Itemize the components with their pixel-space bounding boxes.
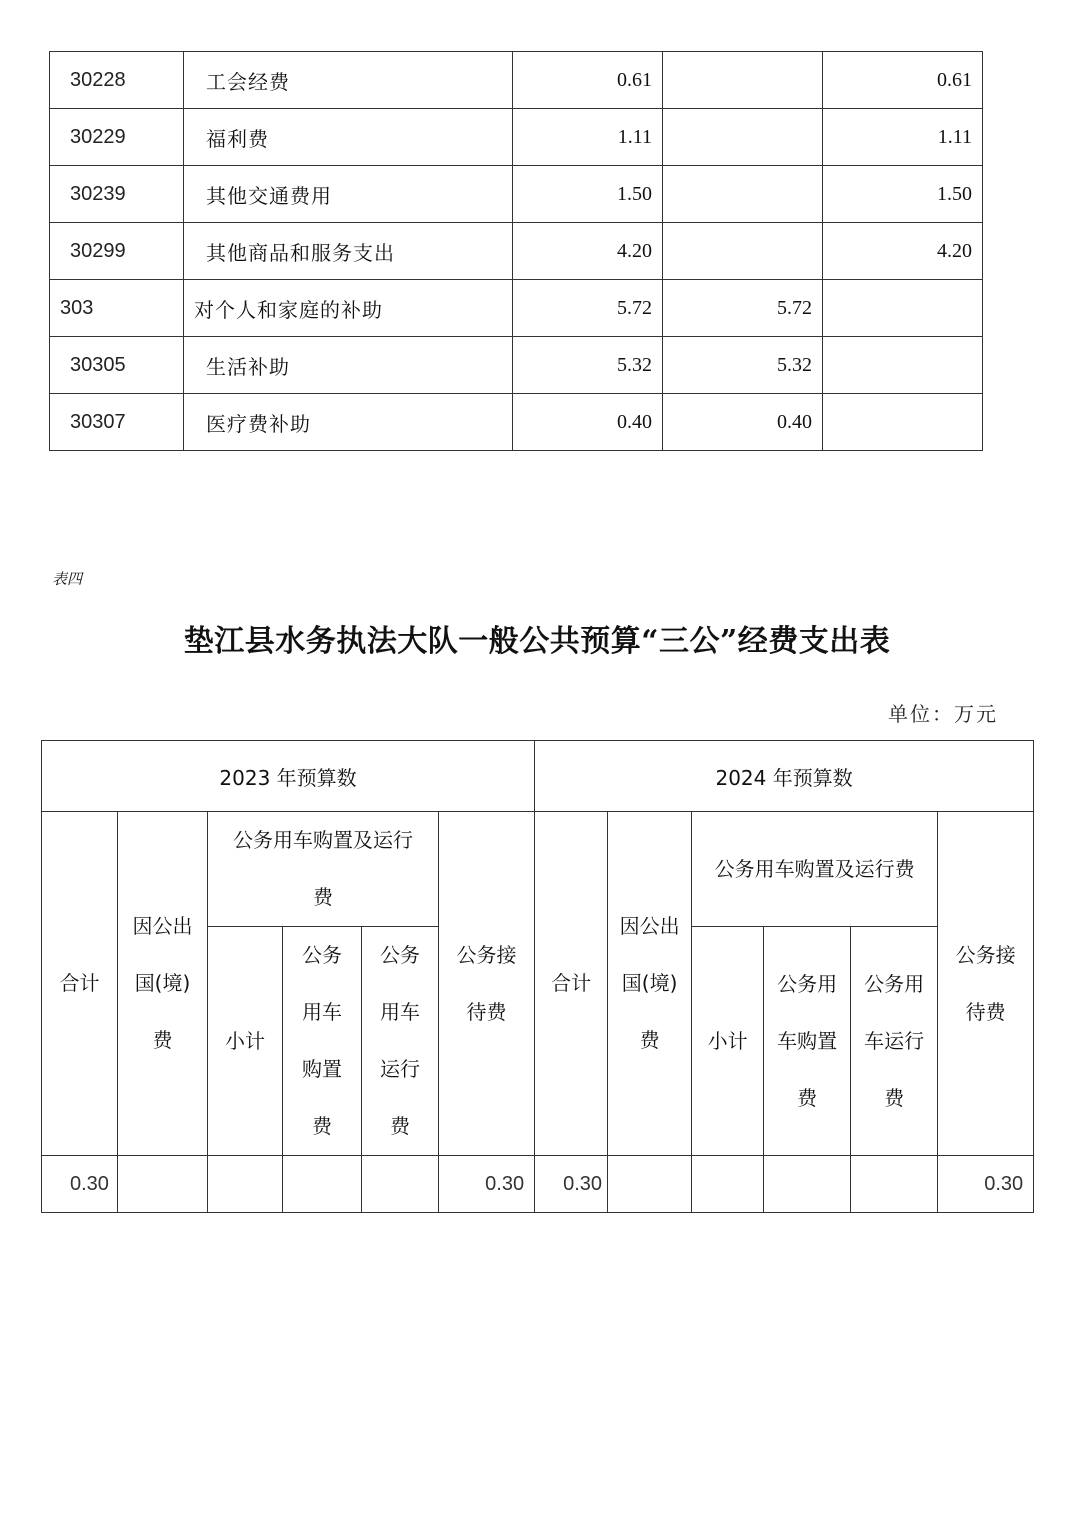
row-name-cell: 其他交通费用 [184,166,513,223]
row-name-cell: 福利费 [184,109,513,166]
row-total-cell: 4.20 [513,223,663,280]
group-header-2024: 2024 年预算数 [535,741,1034,812]
header-operation-2023 [362,927,439,1156]
header-line: 费 [639,1028,660,1052]
row-project-cell: 1.11 [823,109,983,166]
row-code-cell: 30299 [50,223,184,280]
row-project-cell: 0.61 [823,52,983,109]
row-name-cell: 医疗费补助 [184,394,513,451]
row-basic-cell: 0.40 [663,394,823,451]
header-reception-2024 [938,812,1034,1156]
row-code-cell: 30228 [50,52,184,109]
row-basic-cell [663,52,823,109]
header-total-2024 [535,812,608,1156]
header-line: 公务用车购置及运行费 [714,856,915,881]
header-vehicle-2023 [208,812,439,927]
table-number: 表四 [52,570,83,588]
header-line: 公务用车购置及运行 [233,828,413,852]
row-total-cell: 1.50 [513,166,663,223]
three-public-expense-table [41,740,1034,1213]
header-line: 公务用 [777,971,838,996]
row-basic-cell [663,223,823,280]
row-code-cell: 30229 [50,109,184,166]
header-subtotal-2024 [692,927,764,1156]
row-basic-cell: 5.32 [663,337,823,394]
value-abroad-2024 [608,1156,692,1213]
header-line: 公务接 [456,942,517,967]
header-operation-2024 [851,927,938,1156]
table-row [50,337,983,394]
header-line: 用车 [380,1000,420,1024]
header-line: 费 [884,1085,905,1110]
row-basic-cell [663,109,823,166]
unit-label: 单位：万元 [888,702,998,726]
header-vehicle-2024 [692,812,938,927]
header-line: 车购置 [777,1028,838,1053]
header-line: 小计 [225,1028,265,1053]
header-line: 国(境) [621,971,678,995]
header-line: 车运行 [864,1028,925,1053]
table-row [50,280,983,337]
header-line: 因公出 [132,914,193,938]
row-total-cell: 0.61 [513,52,663,109]
table-row [50,166,983,223]
row-total-cell: 5.32 [513,337,663,394]
value-reception-2024: 0.30 [938,1156,1034,1213]
header-line: 费 [313,885,333,909]
row-total-cell: 1.11 [513,109,663,166]
header-line: 费 [390,1114,410,1138]
header-line: 公务 [380,943,420,967]
header-line: 小计 [707,1028,748,1053]
group-header-2023: 2023 年预算数 [42,741,535,812]
header-line: 待费 [965,999,1006,1024]
header-abroad-2024 [608,812,692,1156]
header-line: 待费 [466,999,507,1024]
page-title: 垫江县水务执法大队一般公共预算“三公”经费支出表 [183,624,891,659]
value-purchase-2023 [283,1156,362,1213]
row-code-cell: 30305 [50,337,184,394]
header-total-2023 [42,812,118,1156]
row-project-cell [823,394,983,451]
header-line: 费 [797,1085,818,1110]
row-project-cell [823,337,983,394]
table-row [50,394,983,451]
header-line: 运行 [380,1057,420,1081]
value-operation-2024 [851,1156,938,1213]
row-basic-cell [663,166,823,223]
header-line: 合计 [551,971,592,995]
value-total-2024: 0.30 [535,1156,608,1213]
header-line: 因公出 [619,914,680,938]
value-subtotal-2024 [692,1156,764,1213]
header-line: 合计 [59,971,100,995]
header-line: 公务接 [955,942,1016,967]
row-name-cell: 其他商品和服务支出 [184,223,513,280]
expense-detail-body [50,52,983,451]
row-basic-cell: 5.72 [663,280,823,337]
value-reception-2023: 0.30 [439,1156,535,1213]
value-purchase-2024 [764,1156,851,1213]
table-row [50,109,983,166]
row-project-cell: 1.50 [823,166,983,223]
row-code-cell: 303 [50,280,184,337]
header-line: 用车 [302,1000,342,1024]
header-line: 购置 [302,1057,342,1081]
header-line: 公务 [302,943,342,967]
row-name-cell: 工会经费 [184,52,513,109]
header-reception-2023 [439,812,535,1156]
table-row [50,223,983,280]
row-project-cell [823,280,983,337]
header-line: 费 [152,1028,173,1052]
row-code-cell: 30307 [50,394,184,451]
header-subtotal-2023 [208,927,283,1156]
header-line: 公务用 [864,971,925,996]
header-line: 国(境) [134,971,191,995]
header-abroad-2023 [118,812,208,1156]
expense-detail-table [49,51,983,451]
table-row [50,52,983,109]
row-total-cell: 5.72 [513,280,663,337]
value-operation-2023 [362,1156,439,1213]
header-purchase-2023 [283,927,362,1156]
value-total-2023: 0.30 [42,1156,118,1213]
header-purchase-2024 [764,927,851,1156]
row-name-cell: 对个人和家庭的补助 [184,280,513,337]
row-name-cell: 生活补助 [184,337,513,394]
value-abroad-2023 [118,1156,208,1213]
row-project-cell: 4.20 [823,223,983,280]
row-code-cell: 30239 [50,166,184,223]
header-line: 费 [312,1114,332,1138]
row-total-cell: 0.40 [513,394,663,451]
value-subtotal-2023 [208,1156,283,1213]
